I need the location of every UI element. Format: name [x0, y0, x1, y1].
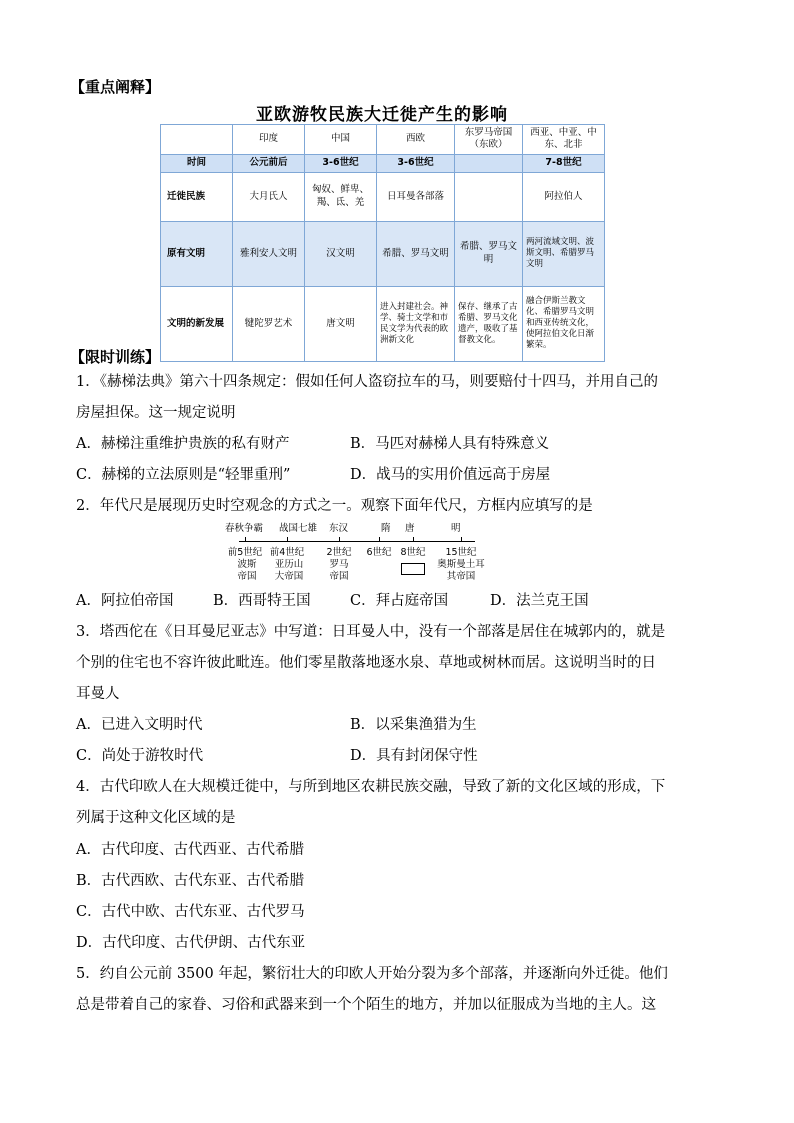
table-header-cell: 西欧	[377, 125, 455, 155]
question-1-stem: 1．《赫梯法典》第六十四条规定：假如任何人盗窃拉车的马，则要赔付十四马，并用自己的	[76, 374, 658, 390]
question-5-stem-cont: 总是带着自己的家眷、习俗和武器来到一个个陌生的地方，并加以征服成为当地的主人。这	[76, 997, 656, 1013]
question-2-option-a: A．阿拉伯帝国	[76, 593, 174, 609]
timeline-tick	[245, 537, 246, 542]
table-row-label: 文明的新发展	[161, 286, 233, 361]
table-row-migrants	[161, 172, 605, 221]
table-cell: 汉文明	[305, 221, 377, 286]
question-3-option-a: A．已进入文明时代	[76, 717, 203, 733]
timeline-period-label: 春秋争霸	[225, 523, 264, 534]
question-2-stem: 2．年代尺是展现历史时空观念的方式之一。观察下面年代尺，方框内应填写的是	[76, 498, 593, 514]
timeline-date: 15世纪	[445, 547, 477, 558]
table-row-label: 原有文明	[161, 221, 233, 286]
question-2-option-b: B．西哥特王国	[213, 593, 311, 609]
table-row-time	[161, 154, 605, 172]
table-cell: 保存、继承了古希腊、罗马文化遗产，吸收了基督教文化。	[455, 286, 523, 361]
table-cell: 时间	[161, 154, 233, 172]
timeline-date-label	[363, 547, 395, 559]
table-cell: 犍陀罗艺术	[233, 286, 305, 361]
timeline-ruler	[225, 520, 495, 590]
table-cell	[455, 154, 523, 172]
table-cell: 公元前后	[233, 154, 305, 172]
table-title: 亚欧游牧民族大迁徙产生的影响	[256, 105, 508, 125]
question-2-option-c: C．拜占庭帝国	[350, 593, 449, 609]
timeline-date-label	[321, 547, 357, 583]
timeline-period-label: 隋	[381, 523, 391, 534]
training-heading: 【限时训练】	[70, 348, 161, 366]
timeline-date: 前4世纪	[269, 547, 305, 558]
table-cell: 希腊、罗马文明	[377, 221, 455, 286]
table-cell: 进入封建社会。神学、骑士文学和市民文学为代表的欧洲新文化	[377, 286, 455, 361]
table-row-label: 迁徙民族	[161, 172, 233, 221]
table-header-cell: 印度	[233, 125, 305, 155]
table-cell: 日耳曼各部落	[377, 172, 455, 221]
timeline-date-label	[437, 547, 485, 583]
timeline-tick	[413, 537, 414, 542]
table-cell: 阿拉伯人	[523, 172, 605, 221]
question-3-option-d: D．具有封闭保守性	[350, 748, 478, 764]
table-cell: 融合伊斯兰教文化、希腊罗马文明和西亚传统文化，使阿拉伯文化日渐繁荣。	[523, 286, 605, 361]
answer-blank-box	[401, 563, 425, 575]
table-header-cell	[161, 125, 233, 155]
timeline-tick	[379, 537, 380, 542]
question-3-stem: 3．塔西佗在《日耳曼尼亚志》中写道：日耳曼人中，没有一个部落是居住在城郭内的，就是	[76, 624, 666, 640]
timeline-period-label: 唐	[405, 523, 415, 534]
question-1-stem-cont: 房屋担保。这一规定说明	[76, 405, 236, 421]
timeline-date: 前5世纪	[227, 547, 263, 558]
timeline-date-label	[267, 547, 307, 583]
timeline-empire: 波斯帝国	[237, 559, 257, 582]
migration-impact-table	[160, 124, 605, 362]
table-cell: 7-8世纪	[523, 154, 605, 172]
question-1-option-d: D．战马的实用价值远高于房屋	[350, 467, 551, 483]
question-2-option-d: D．法兰克王国	[490, 593, 589, 609]
timeline-date-label	[225, 547, 265, 583]
timeline-date: 6世纪	[366, 547, 392, 558]
timeline-empire: 奥斯曼土耳其帝国	[437, 559, 485, 582]
table-header-cell: 东罗马帝国（东欧）	[455, 125, 523, 155]
table-cell	[455, 172, 523, 221]
timeline-axis	[239, 541, 475, 542]
table-cell: 两河流域文明、波斯文明、希腊罗马文明	[523, 221, 605, 286]
table-header-row	[161, 125, 605, 155]
timeline-empire: 罗马帝国	[329, 559, 349, 582]
timeline-tick	[461, 537, 462, 542]
timeline-date-label	[397, 547, 429, 559]
question-4-option-d: D．古代印度、古代伊朗、古代东亚	[76, 935, 306, 951]
key-points-heading: 【重点阐释】	[70, 78, 161, 96]
timeline-tick	[287, 537, 288, 542]
table-header-cell: 西亚、中亚、中东、北非	[523, 125, 605, 155]
timeline-empire: 亚历山大帝国	[274, 559, 304, 582]
question-1-option-a: A．赫梯注重维护贵族的私有财产	[76, 436, 290, 452]
question-4-option-a: A．古代印度、古代西亚、古代希腊	[76, 842, 304, 858]
question-4-stem-cont: 列属于这种文化区域的是	[76, 810, 236, 826]
question-4-stem: 4．古代印欧人在大规模迁徙中，与所到地区农耕民族交融，导致了新的文化区域的形成，下	[76, 779, 666, 795]
question-1-option-c: C．赫梯的立法原则是“轻罪重刑”	[76, 467, 291, 483]
timeline-date: 2世纪	[326, 547, 352, 558]
table-cell: 3-6世纪	[305, 154, 377, 172]
timeline-date: 8世纪	[400, 547, 426, 558]
question-4-option-c: C．古代中欧、古代东亚、古代罗马	[76, 904, 305, 920]
question-3-stem-cont: 个别的住宅也不容许彼此毗连。他们零星散落地逐水泉、草地或树林而居。这说明当时的日	[76, 655, 656, 671]
timeline-period-label: 战国七雄	[279, 523, 318, 534]
question-1-option-b: B．马匹对赫梯人具有特殊意义	[350, 436, 550, 452]
timeline-tick	[339, 537, 340, 542]
question-4-option-b: B．古代西欧、古代东亚、古代希腊	[76, 873, 305, 889]
question-3-option-c: C．尚处于游牧时代	[76, 748, 204, 764]
question-3-stem-cont: 耳曼人	[76, 686, 120, 702]
table-header-cell: 中国	[305, 125, 377, 155]
table-cell: 3-6世纪	[377, 154, 455, 172]
timeline-period-label: 明	[451, 523, 461, 534]
question-3-option-b: B．以采集渔猎为生	[350, 717, 477, 733]
table-cell: 唐文明	[305, 286, 377, 361]
question-5-stem: 5．约自公元前 3500 年起，繁衍壮大的印欧人开始分裂为多个部落，并逐渐向外迁徙。他们	[76, 966, 668, 982]
table-cell: 匈奴、鲜卑、羯、氐、羌	[305, 172, 377, 221]
table-cell: 雅利安人文明	[233, 221, 305, 286]
table-row-original-civilization	[161, 221, 605, 286]
timeline-period-label: 东汉	[329, 523, 349, 534]
table-cell: 大月氏人	[233, 172, 305, 221]
table-row-new-development	[161, 286, 605, 361]
table-cell: 希腊、罗马文明	[455, 221, 523, 286]
